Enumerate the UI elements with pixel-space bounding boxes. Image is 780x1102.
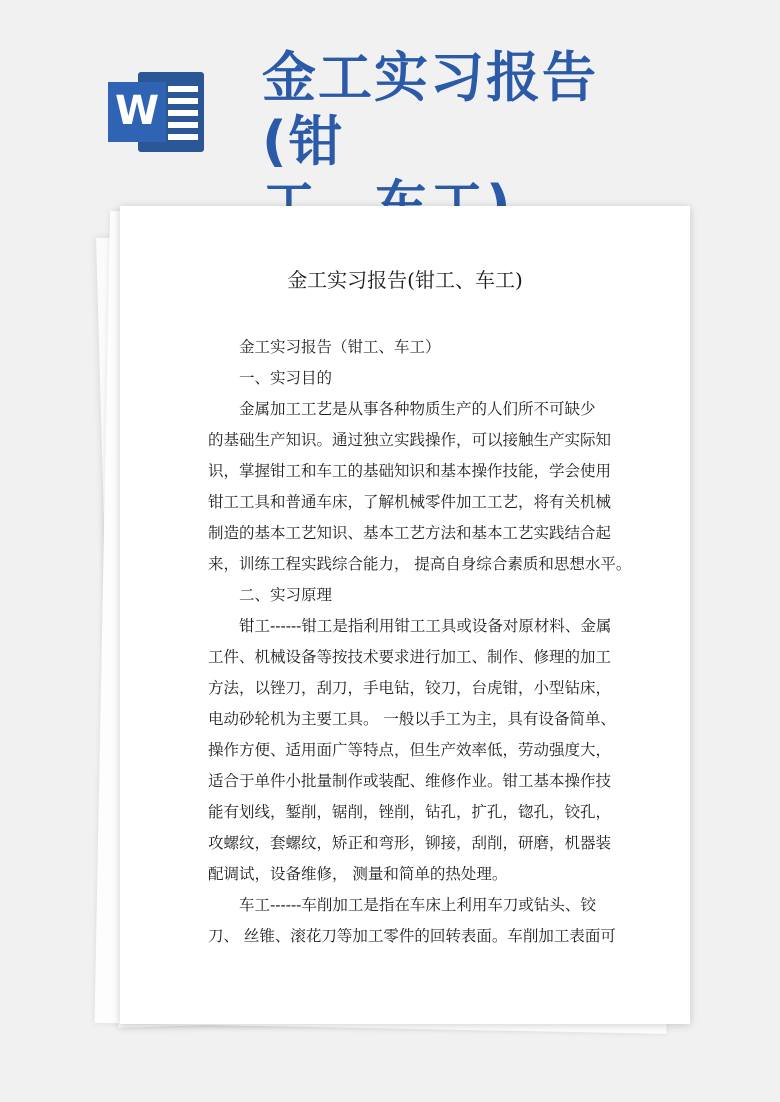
text-line: 制造的基本工艺知识、基本工艺方法和基本工艺实践结合起 [208, 524, 612, 542]
header [0, 0, 780, 200]
text-line: 金属加工工艺是从事各种物质生产的人们所不可缺少 [239, 400, 596, 418]
word-document-icon [108, 66, 208, 158]
svg-text:W: W [114, 88, 160, 134]
text-line: 识，掌握钳工和车工的基础知识和基本操作技能，学会使用 [208, 462, 612, 480]
text-line: 来，训练工程实践综合能力， 提高自身综合素质和思想水平。 [208, 555, 632, 573]
text-line: 操作方便、适用面广等特点，但生产效率低，劳动强度大， [208, 741, 612, 759]
text-line: 钳工------钳工是指利用钳工工具或设备对原材料、金属 [239, 617, 612, 635]
text-line: 方法，以锉刀，刮刀，手电钻，铰刀，台虎钳，小型钻床， [208, 679, 612, 697]
document-title: 金工实习报告(钳工、车工) [287, 268, 523, 292]
text-line: 适合于单件小批量制作或装配、维修作业。钳工基本操作技 [208, 772, 612, 790]
text-line: 配调试，设备维修， 测量和简单的热处理。 [208, 865, 508, 883]
section-heading: 一、实习目的 [239, 369, 333, 387]
text-line: 电动砂轮机为主要工具。 一般以手工为主，具有设备简单、 [208, 710, 616, 728]
text-line: 钳工工具和普通车床，了解机械零件加工工艺，将有关机械 [208, 493, 612, 511]
text-line: 攻螺纹，套螺纹，矫正和弯形，铆接，刮削，研磨，机器装 [208, 834, 612, 852]
text-line: 工件、机械设备等按技术要求进行加工、制作、修理的加工 [208, 648, 612, 666]
document-body [208, 332, 632, 952]
text-line: 能有划线，錾削，锯削，锉削，钻孔，扩孔，锪孔，铰孔， [208, 803, 612, 821]
document-page [120, 206, 690, 1024]
text-line: 金工实习报告（钳工、车工） [239, 338, 441, 356]
header-title-line1: 金工实习报告(钳 [262, 46, 598, 173]
text-line: 刀、 丝锥、滚花刀等加工零件的回转表面。车削加工表面可 [208, 927, 616, 945]
section-heading: 二、实习原理 [239, 586, 333, 604]
text-line: 的基础生产知识。通过独立实践操作，可以接触生产实际知 [208, 431, 612, 449]
text-line: 车工------车削加工是指在车床上利用车刀或钻头、铰 [239, 896, 596, 914]
